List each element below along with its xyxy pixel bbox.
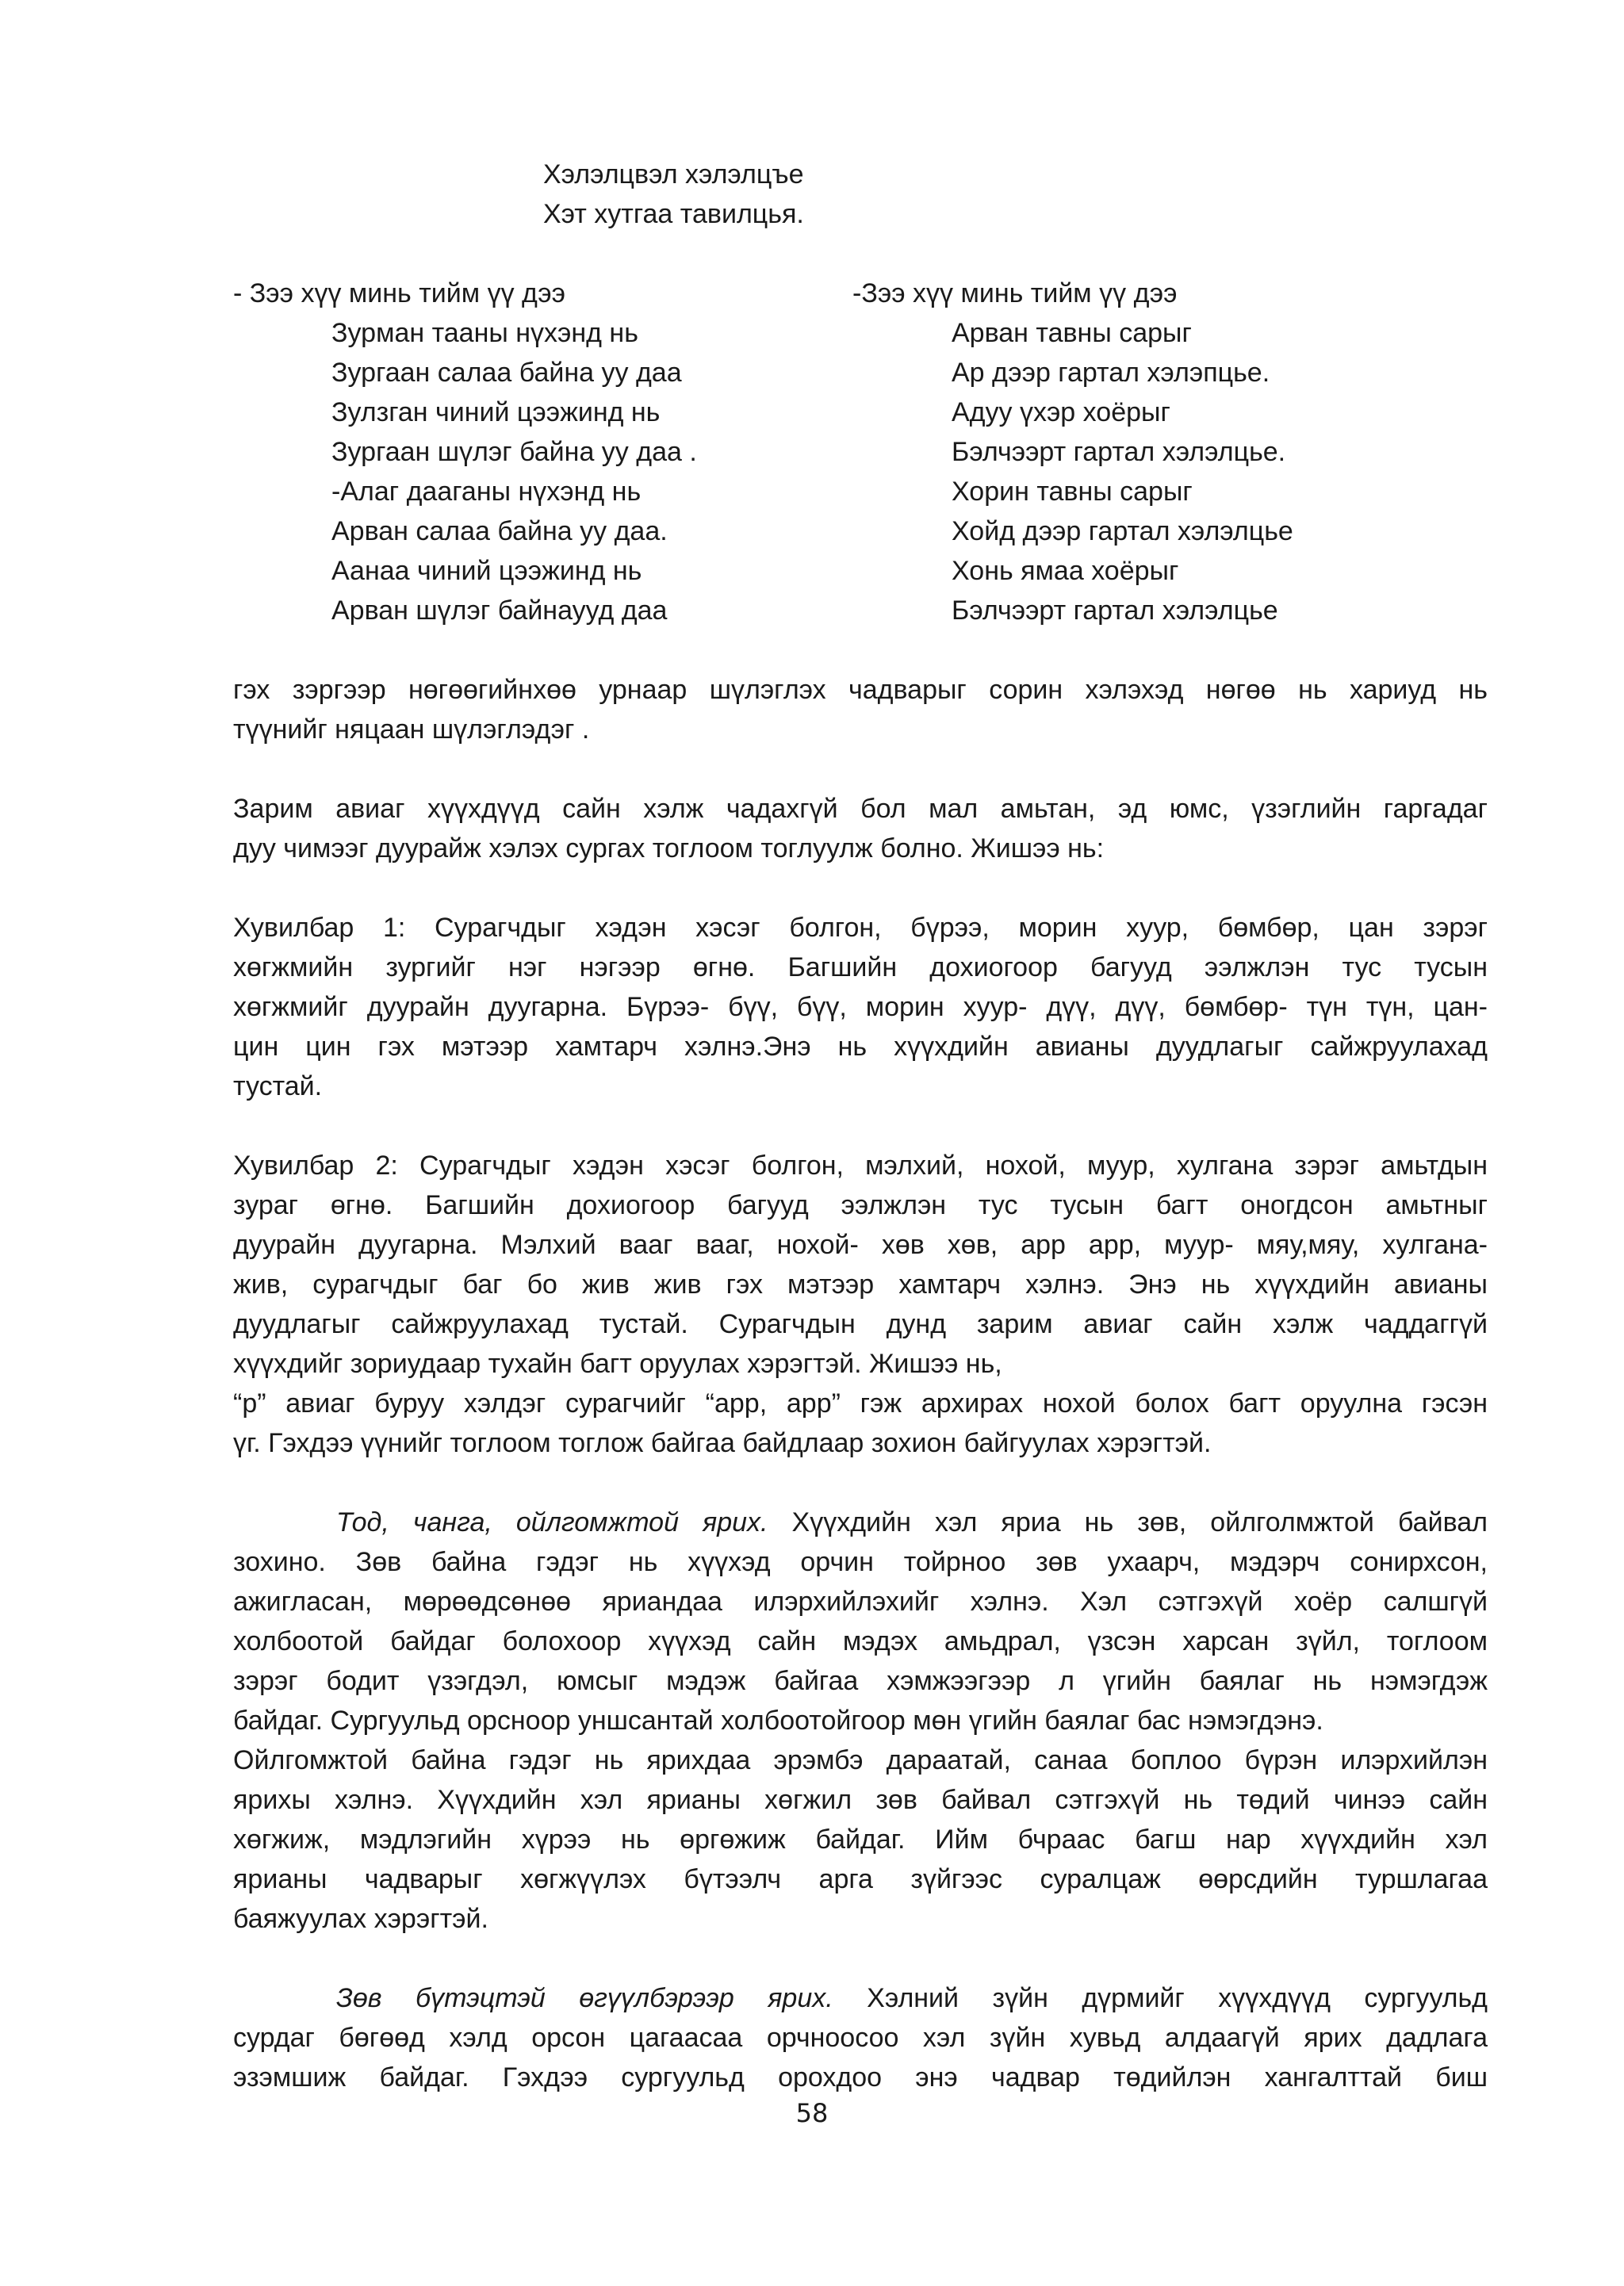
text-line: зэрэг бодит үзэгдэл, юмсыг мэдэж байгаа хэмжээгээр л үгийн баялаг нь нэмэгдэж xyxy=(233,1666,1488,1696)
text-line: Хувилбар 1: Сурагчдыг хэдэн хэсэг болгон, бүрээ, морин хуур, бөмбөр, цан зэрэг xyxy=(233,913,1488,943)
poem-left-line: - Зээ хүү минь тийм үү дээ xyxy=(233,278,565,308)
text-line: ажигласан, мөрөөдсөнөө яриандаа илэрхийлэхийг хэлнэ. Хэл сэтгэхүй хоёр салшгүй xyxy=(233,1587,1488,1617)
paragraph-clear-speech xyxy=(233,1503,1488,1939)
poem-right-line: Хонь ямаа хоёрыг xyxy=(952,556,1179,586)
poem-right-line: Хорин тавны сарыг xyxy=(952,477,1193,507)
poem-left-line: Зургаан салаа байна уу даа xyxy=(331,358,682,388)
poem-left-line: Зургаан шүлэг байна уу даа . xyxy=(331,437,697,467)
poem-right-line: -Зээ хүү минь тийм үү дээ xyxy=(852,278,1178,308)
poem-right-line: Бэлчээрт гартал хэлэлцье. xyxy=(952,437,1286,467)
text-line: ярианы чадварыг хөгжүүлэх бүтээлч арга зүйгээс суралцаж өөрсдийн туршлагаа xyxy=(233,1864,1488,1894)
poem-left-line: Арван салаа байна уу даа. xyxy=(331,516,668,546)
paragraph-sounds-intro xyxy=(233,789,1488,868)
text-line-first xyxy=(233,1503,1488,1542)
poem-left-line: -Алаг дааганы нүхэнд нь xyxy=(331,477,642,507)
poem-left-line: Зурман тааны нүхэнд нь xyxy=(331,318,638,348)
poem-right-line: Бэлчээрт гартал хэлэлцье xyxy=(952,595,1278,626)
text-line: “р” авиаг буруу хэлдэг сурагчийг “арр, арр” гэж архирах нохой болох багт оруулна гэсэн xyxy=(233,1388,1488,1419)
text-line: түүнийг няцаан шүлэглэдэг . xyxy=(233,714,590,745)
text-line: хүүхдийг зориудаар тухайн багт оруулах хэрэгтэй. Жишээ нь, xyxy=(233,1349,1002,1379)
couplet-line-2: Хэт хутгаа тавилцья. xyxy=(543,199,804,229)
text-fragment: Хүүхдийн хэл яриа нь зөв, ойлголмжтой байвал xyxy=(768,1507,1488,1537)
text-line: дуудлагыг сайжруулахад тустай. Сурагчдын дунд зарим авиаг сайн хэлж чаддаггүй xyxy=(233,1309,1488,1339)
text-line: холбоотой байдаг болохоор хүүхэд сайн мэдэх амьдрал, үзсэн харсан зүйл, тоглоом xyxy=(233,1626,1488,1656)
text-line: хөгжмийн зургийг нэг нэгээр өгнө. Багшийн дохиогоор багууд ээлжлэн тус тусын xyxy=(233,952,1488,982)
text-line-first xyxy=(233,1978,1488,2018)
couplet-line-1: Хэлэлцвэл хэлэлцъе xyxy=(543,159,804,190)
text-line: зураг өгнө. Багшийн дохиогоор багууд ээлжлэн тус тусын багт оногдсон амьтныг xyxy=(233,1190,1488,1220)
text-line: гэх зэргээр нөгөөгийнхөө урнаар шүлэглэх чадварыг сорин хэлэхэд нөгөө нь хариуд нь xyxy=(233,675,1488,705)
text-line: Ойлгомжтой байна гэдэг нь ярихдаа эрэмбэ дараатай, санаа боплоо бүрэн илэрхийлэн xyxy=(233,1745,1488,1775)
text-line: Хувилбар 2: Сурагчдыг хэдэн хэсэг болгон, мэлхий, нохой, муур, хулгана зэрэг амьтдын xyxy=(233,1151,1488,1181)
text-line: цин цин гэх мэтээр хамтарч хэлнэ.Энэ нь хүүхдийн авианы дуудлагыг сайжруулахад xyxy=(233,1032,1488,1062)
paragraph-variant-2 xyxy=(233,1146,1488,1463)
text-line: эзэмшиж байдаг. Гэхдээ сургуульд орохдоо энэ чадвар төдийлэн хангалттай биш xyxy=(233,2062,1488,2093)
text-line: дуурайн дуугарна. Мэлхий вааг вааг, нохой- хөв хөв, арр арр, муур- мяу,мяу, хулгана- xyxy=(233,1230,1488,1260)
text-line: баяжуулах хэрэгтэй. xyxy=(233,1904,488,1934)
poem-right-line: Адуу үхэр хоёрыг xyxy=(952,397,1170,427)
topic-heading-clear-speech: Тод, чанга, ойлгомжтой ярих. xyxy=(336,1507,768,1537)
text-line: зохино. Зөв байна гэдэг нь хүүхэд орчин тойрноо зөв ухаарч, мэдэрч сонирхсон, xyxy=(233,1547,1488,1577)
topic-heading-grammar: Зөв бүтэцтэй өгүүлбэрээр ярих. xyxy=(336,1983,833,2013)
poem-left-line: Зулзган чиний цээжинд нь xyxy=(331,397,661,427)
paragraph-variant-1 xyxy=(233,908,1488,1106)
poem-left-line: Аанаа чиний цээжинд нь xyxy=(331,556,642,586)
text-line: тустай. xyxy=(233,1071,323,1101)
text-line: байдаг. Сургуульд орсноор уншсантай холбоотойгоор мөн үгийн баялаг бас нэмэгдэнэ. xyxy=(233,1706,1323,1736)
text-line: үг. Гэхдээ үүнийг тоглоом тоглож байгаа байдлаар зохион байгуулах хэрэгтэй. xyxy=(233,1428,1212,1458)
text-line: хөгжиж, мэдлэгийн хүрээ нь өргөжиж байдаг. Ийм бчраас багш нар хүүхдийн хэл xyxy=(233,1825,1488,1855)
text-line: хөгжмийг дуурайн дуугарна. Бүрээ- бүү, бүү, морин хуур- дүү, дүү, бөмбөр- түн түн, цан- xyxy=(233,992,1488,1022)
text-fragment: Хэлний зүйн дүрмийг хүүхдүүд сургуульд xyxy=(833,1983,1488,2013)
page-number: 58 xyxy=(795,2098,829,2128)
text-line: жив, сурагчдыг баг бо жив жив гэх мэтээр хамтарч хэлнэ. Энэ нь хүүхдийн авианы xyxy=(233,1269,1488,1300)
text-line: Зарим авиаг хүүхдүүд сайн хэлж чадахгүй бол мал амьтан, эд юмс, үзэглийн гаргадаг xyxy=(233,794,1488,824)
poem-left-line: Арван шүлэг байнаууд даа xyxy=(331,595,668,626)
text-line: сурдаг бөгөөд хэлд орсон цагаасаа орчноосоо хэл зүйн хувьд алдаагүй ярих дадлага xyxy=(233,2023,1488,2053)
poem-right-line: Хойд дээр гартал хэлэлцье xyxy=(952,516,1293,546)
poem-right-line: Ар дээр гартал хэлэпцье. xyxy=(952,358,1270,388)
text-line: ярихы хэлнэ. Хүүхдийн хэл ярианы хөгжил зөв байвал сэтгэхүй нь төдий чинээ сайн xyxy=(233,1785,1488,1815)
paragraph-grammar xyxy=(233,1978,1488,2097)
poem-right-line: Арван тавны сарыг xyxy=(952,318,1192,348)
paragraph-poem-note xyxy=(233,670,1488,749)
text-line: дуу чимээг дуурайж хэлэх сургах тоглоом тоглуулж болно. Жишээ нь: xyxy=(233,833,1105,863)
